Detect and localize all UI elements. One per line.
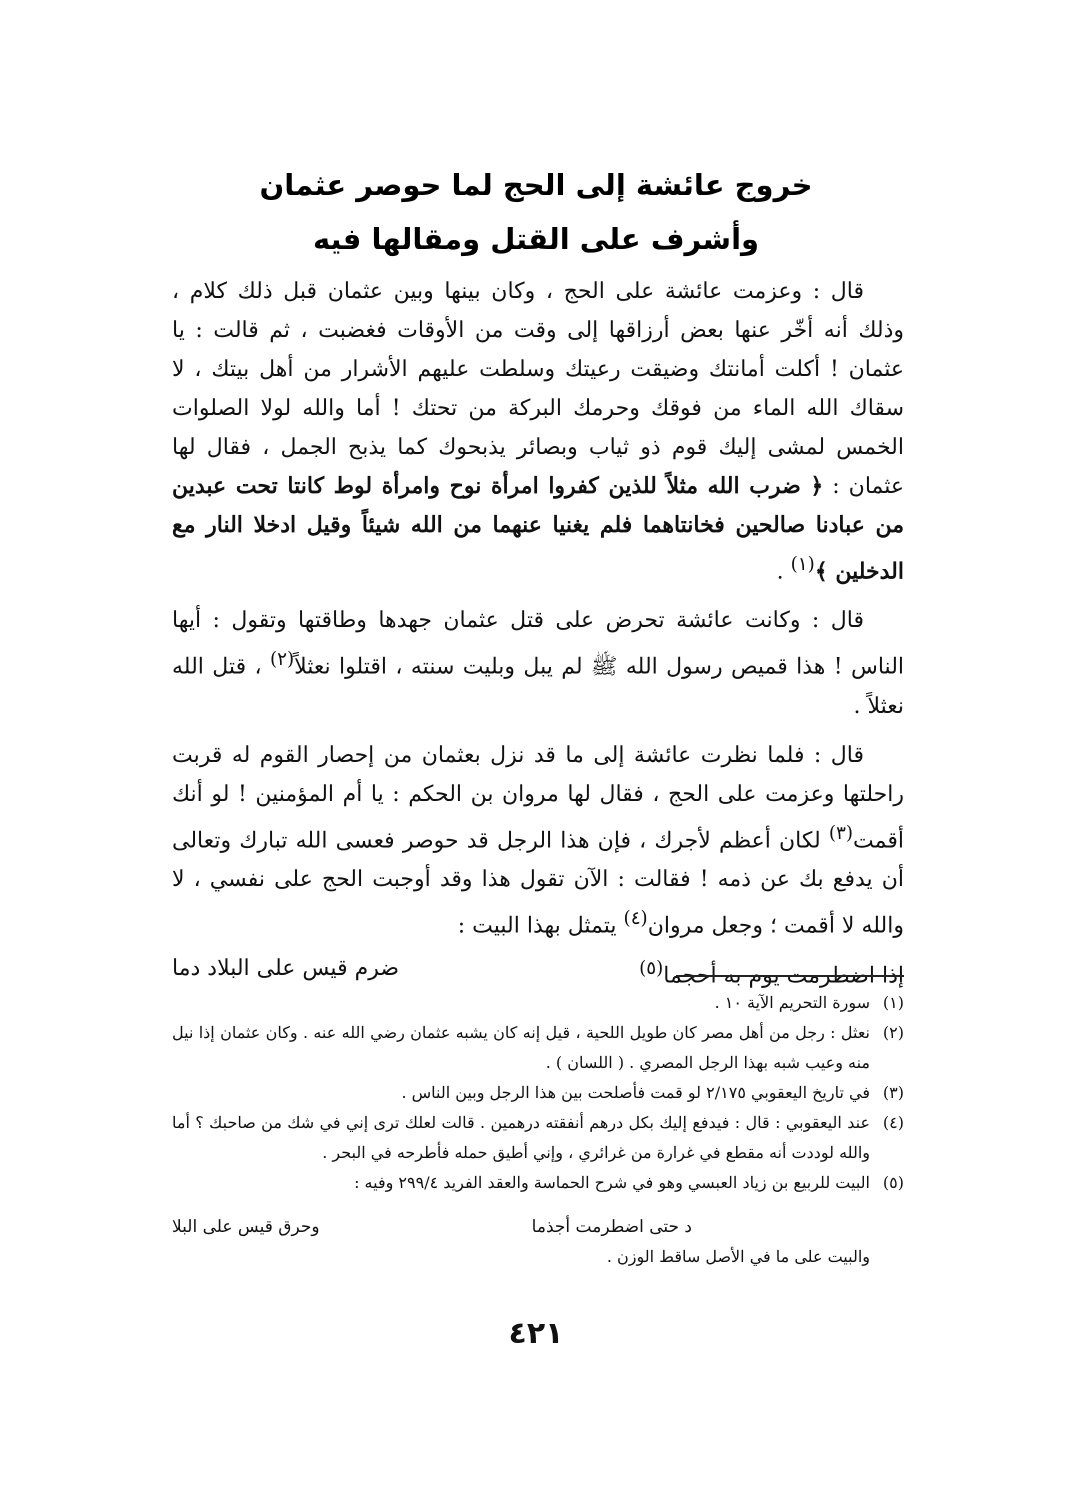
footnote-2 [172,1018,904,1078]
main-text [172,272,904,996]
poem-first-hemistich: وحرق قيس على البلا [172,1217,320,1237]
footnote-5 [172,1168,904,1198]
footnote-text: في تاريخ اليعقوبي ٢/١٧٥ لو قمت فأصلحت بين هذا الرجل وبين الناس . [401,1083,870,1102]
paragraph-1-end: . [776,559,791,585]
footnote-separator [676,975,904,977]
footnote-closing [172,1242,904,1272]
verse-first-hemistich: ضرم قيس على البلاد دما [172,956,400,982]
footnotes [172,988,904,1272]
footnote-number: (٤) [882,1113,904,1132]
footnote-text: سورة التحريم الآية ١٠ . [714,993,870,1012]
paragraph-2 [172,601,904,725]
footnote-poem [172,1212,904,1242]
footnote-number: (١) [882,993,904,1012]
footnote-number: (٣) [882,1083,904,1102]
footnote-number: (٢) [882,1023,904,1042]
paragraph-3-text-b: لكان أعظم لأجرك ، فإن هذا الرجل قد حوصر فعسى الله تبارك وتعالى أن يدفع بك عن ذمه ! فقالت : الآن تقول هذا وقد أوجبت الحج على نفسي ، لا والله لا أقمت ؛ وجعل مروان [172,827,904,939]
page-number: ٤٢١ [508,1316,564,1351]
paragraph-2-text-a: قال : وكانت عائشة تحرض على قتل عثمان جهدها وطاقتها وتقول : أيها الناس ! هذا قميص رسول الله ﷺ لم يبل وبليت سنته ، اقتلوا نعثلاً [172,608,905,680]
footnote-ref-4: (٤) [623,907,648,929]
footnote-ref-5: (٥) [639,958,664,980]
footnote-1 [172,988,904,1018]
paragraph-2-text-b: ، قتل الله نعثلاً . [172,654,904,719]
footnote-text: البيت للربيع بن زياد العبسي وهو في شرح الحماسة والعقد الفريد ٢٩٩/٤ وفيه : [354,1173,870,1192]
footnote-ref-2: (٢) [269,649,295,671]
footnote-text: نعثل : رجل من أهل مصر كان طويل اللحية ، قيل إنه كان يشبه عثمان رضي الله عنه . وكان عثمان إذا نيل منه وعيب شبه بهذا الرجل المصري . ( اللسان ) . [172,1023,870,1072]
chapter-title-line-2: وأشرف على القتل ومقالها فيه [312,222,760,256]
footnote-3 [172,1078,904,1108]
paragraph-1 [172,272,904,591]
verse-second-hemistich: إذا اضطرمت يوم به أحجما [663,963,904,989]
paragraph-3-text-c: يتمثل بهذا البيت : [457,913,624,939]
paragraph-3-text-a: قال : فلما نظرت عائشة إلى ما قد نزل بعثمان من إحصار القوم له قربت راحلتها وعزمت على الحج ، فقال لها مروان بن الحكم : يا أم المؤمنين ! لو أنك أقمت [172,742,904,853]
paragraph-3 [172,736,904,946]
poem-second-hemistich: د حتى اضطرمت أجذما [531,1217,692,1237]
chapter-title-line-1: خروج عائشة إلى الحج لما حوصر عثمان [259,168,813,202]
footnote-closing-text: والبيت على ما في الأصل ساقط الوزن . [606,1247,870,1266]
footnote-ref-1: (١) [790,554,815,575]
footnote-ref-3: (٣) [828,822,854,844]
footnote-4 [172,1108,904,1168]
footnote-text: عند اليعقوبي : قال : فيدفع إليك بكل درهم أنفقته درهمين . قالت لعلك ترى إني في شك من صاحبك ؟ أما والله لوددت أنه مقطع في غرارة من غرائري ، وإني أطيق حمله فأطرحه في البحر . [172,1113,871,1162]
quran-quote: ﴿ ضرب الله مثلاً للذين كفروا امرأة نوح وامرأة لوط كانتا تحت عبدين من عبادنا صالحين فخانتاهما فلم يغنيا عنهما من الله شيئاً وقيل ادخلا النار مع الدخلين ﴾ [172,473,904,585]
footnote-number: (٥) [882,1173,904,1192]
paragraph-1-text: قال : وعزمت عائشة على الحج ، وكان بينها وبين عثمان قبل ذلك كلام ، وذلك أنه أخّر عنها بعض أرزاقها إلى وقت من الأوقات فغضبت ، ثم قالت : يا عثمان ! أكلت أمانتك وضيقت رعيتك وسلطت عليهم الأشرار من أهل بيتك ، لا سقاك الله الماء من فوقك وحرمك البركة من تحتك ! أما والله لولا الصلوات الخمس لمشى إليك قوم ذو ثياب وبصائر يذبحوك كما يذبح الجمل ، فقال لها عثمان : [172,279,905,499]
